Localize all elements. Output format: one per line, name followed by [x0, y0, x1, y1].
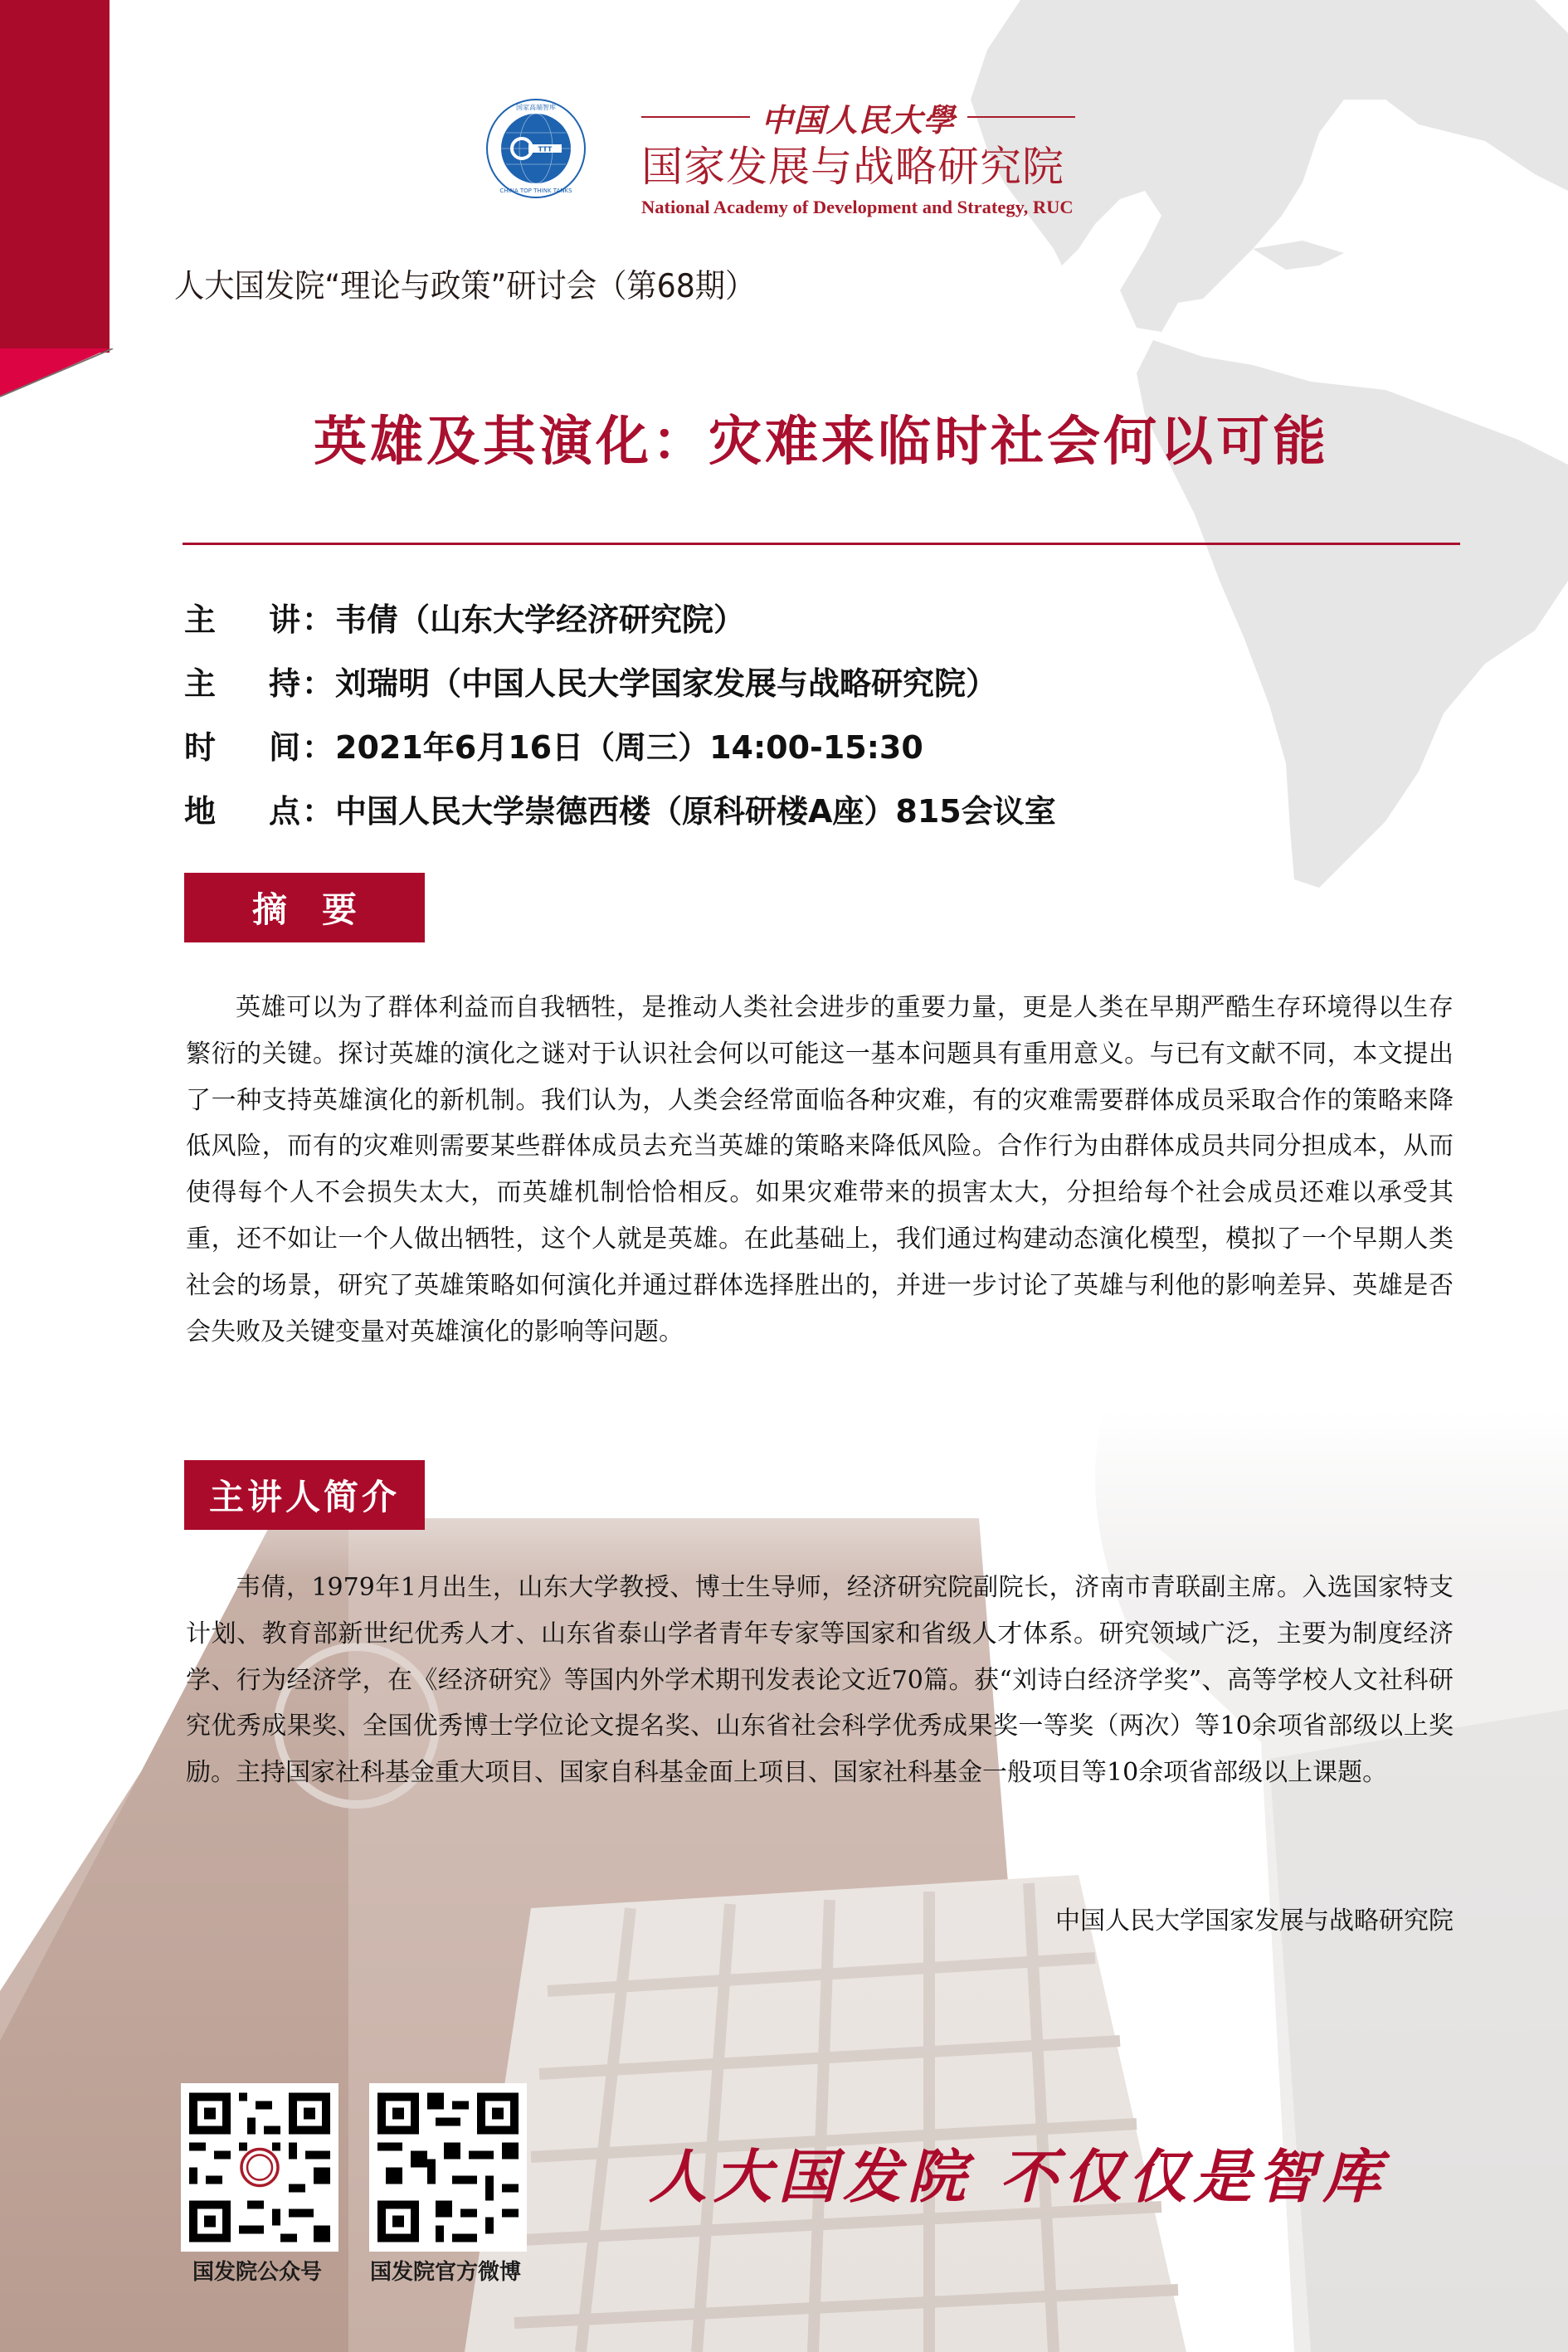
seminar-title: 英雄及其演化：灾难来临时社会何以可能	[314, 411, 1329, 473]
info-label	[184, 786, 300, 831]
qr-code-weibo[interactable]	[369, 2083, 527, 2252]
svg-text:CHINA TOP THINK TANKS: CHINA TOP THINK TANKS	[499, 187, 572, 194]
qr-label-wechat: 国发院公众号	[192, 2260, 323, 2285]
divider-right	[967, 116, 1076, 118]
info-row-location	[184, 777, 1056, 840]
label-char: 主	[184, 601, 217, 638]
divider-left	[641, 116, 750, 118]
info-row-host	[184, 649, 1056, 713]
qr-code-icon	[181, 2083, 338, 2252]
svg-text:TTT: TTT	[538, 145, 553, 153]
academy-name-en: National Academy of Development and Strategy, RUC	[641, 197, 1074, 217]
info-label	[184, 722, 300, 767]
label-char: 间	[268, 729, 300, 766]
speaker-bio-heading: 主讲人简介	[184, 1460, 425, 1530]
info-colon: ：	[301, 729, 334, 766]
label-char: 讲	[268, 601, 300, 638]
event-info	[184, 585, 1056, 840]
label-char: 点	[268, 793, 300, 830]
label-char: 时	[184, 729, 217, 766]
info-colon: ：	[301, 601, 334, 638]
title-divider	[183, 543, 1460, 545]
time-value: 2021年6月16日（周三）14:00-15:30	[335, 729, 923, 766]
host-value: 刘瑞明（中国人民大学国家发展与战略研究院）	[335, 665, 998, 702]
label-char: 地	[184, 793, 217, 830]
university-name: 中国人民大學	[761, 100, 956, 139]
speaker-bio-body: 韦倩，1979年1月出生，山东大学教授、博士生导师，经济研究院副院长，济南市青联副主席。入选国家特支计划、教育部新世纪优秀人才、山东省泰山学者青年专家等国家和省级人才体系。研究领域广泛，主要为制度经济学、行为经济学，在《经济研究》等国内外学术期刊发表论文近70篇。获“刘诗白经济学奖”、高等学校人文社科研究优秀成果奖、全国优秀博士学位论文提名奖、山东省社会科学优秀成果奖一等奖（两次）等10余项省部级以上奖励。主持国家社科基金重大项目、国家自科基金面上项目、国家社科基金一般项目等10余项省部级以上课题。	[186, 1573, 1454, 1788]
slogan: 人大国发院 不仅仅是智库	[649, 2142, 1388, 2211]
ribbon-fold	[0, 348, 116, 400]
qr-code-icon	[369, 2083, 527, 2252]
qr-code-wechat[interactable]	[181, 2083, 338, 2252]
organizer-signature: 中国人民大学国家发展与战略研究院	[1055, 1906, 1454, 1936]
abstract-body: 英雄可以为了群体利益而自我牺牲，是推动人类社会进步的重要力量，更是人类在早期严酷生存环境得以生存繁衍的关键。探讨英雄的演化之谜对于认识社会何以可能这一基本问题具有重用意义。与已有文献不同，本文提出了一种支持英雄演化的新机制。我们认为，人类会经常面临各种灾难，有的灾难需要群体成员采取合作的策略来降低风险，而有的灾难则需要某些群体成员去充当英雄的策略来降低风险。合作行为由群体成员共同分担成本，从而使得每个人不会损失太大，而英雄机制恰恰相反。如果灾难带来的损害太大，分担给每个社会成员还难以承受其重，还不如让一个人做出牺牲，这个人就是英雄。在此基础上，我们通过构建动态演化模型，模拟了一个早期人类社会的场景，研究了英雄策略如何演化并通过群体选择胜出的，并进一步讨论了英雄与利他的影响差异、英雄是否会失败及关键变量对英雄演化的影响等问题。	[186, 993, 1454, 1346]
speaker-value: 韦倩（山东大学经济研究院）	[335, 601, 746, 638]
info-label	[184, 594, 300, 640]
info-colon: ：	[301, 665, 334, 702]
info-row-speaker	[184, 585, 1056, 649]
qr-label-weibo: 国发院官方微博	[370, 2260, 522, 2285]
info-colon: ：	[301, 793, 334, 830]
label-char: 主	[184, 665, 217, 702]
think-tank-emblem-icon	[485, 98, 587, 199]
red-ribbon	[0, 0, 110, 353]
info-row-time	[184, 713, 1056, 777]
seminar-series: 人大国发院“理论与政策”研讨会（第68期）	[174, 268, 756, 305]
university-name-row	[641, 95, 1075, 139]
academy-name-cn: 国家发展与战略研究院	[641, 143, 1064, 191]
label-char: 持	[268, 665, 300, 702]
location-value: 中国人民大学崇德西楼（原科研楼A座）815会议室	[335, 793, 1056, 830]
abstract-heading: 摘要	[184, 873, 425, 942]
svg-text:国家高端智库: 国家高端智库	[516, 104, 556, 111]
info-label	[184, 658, 300, 704]
